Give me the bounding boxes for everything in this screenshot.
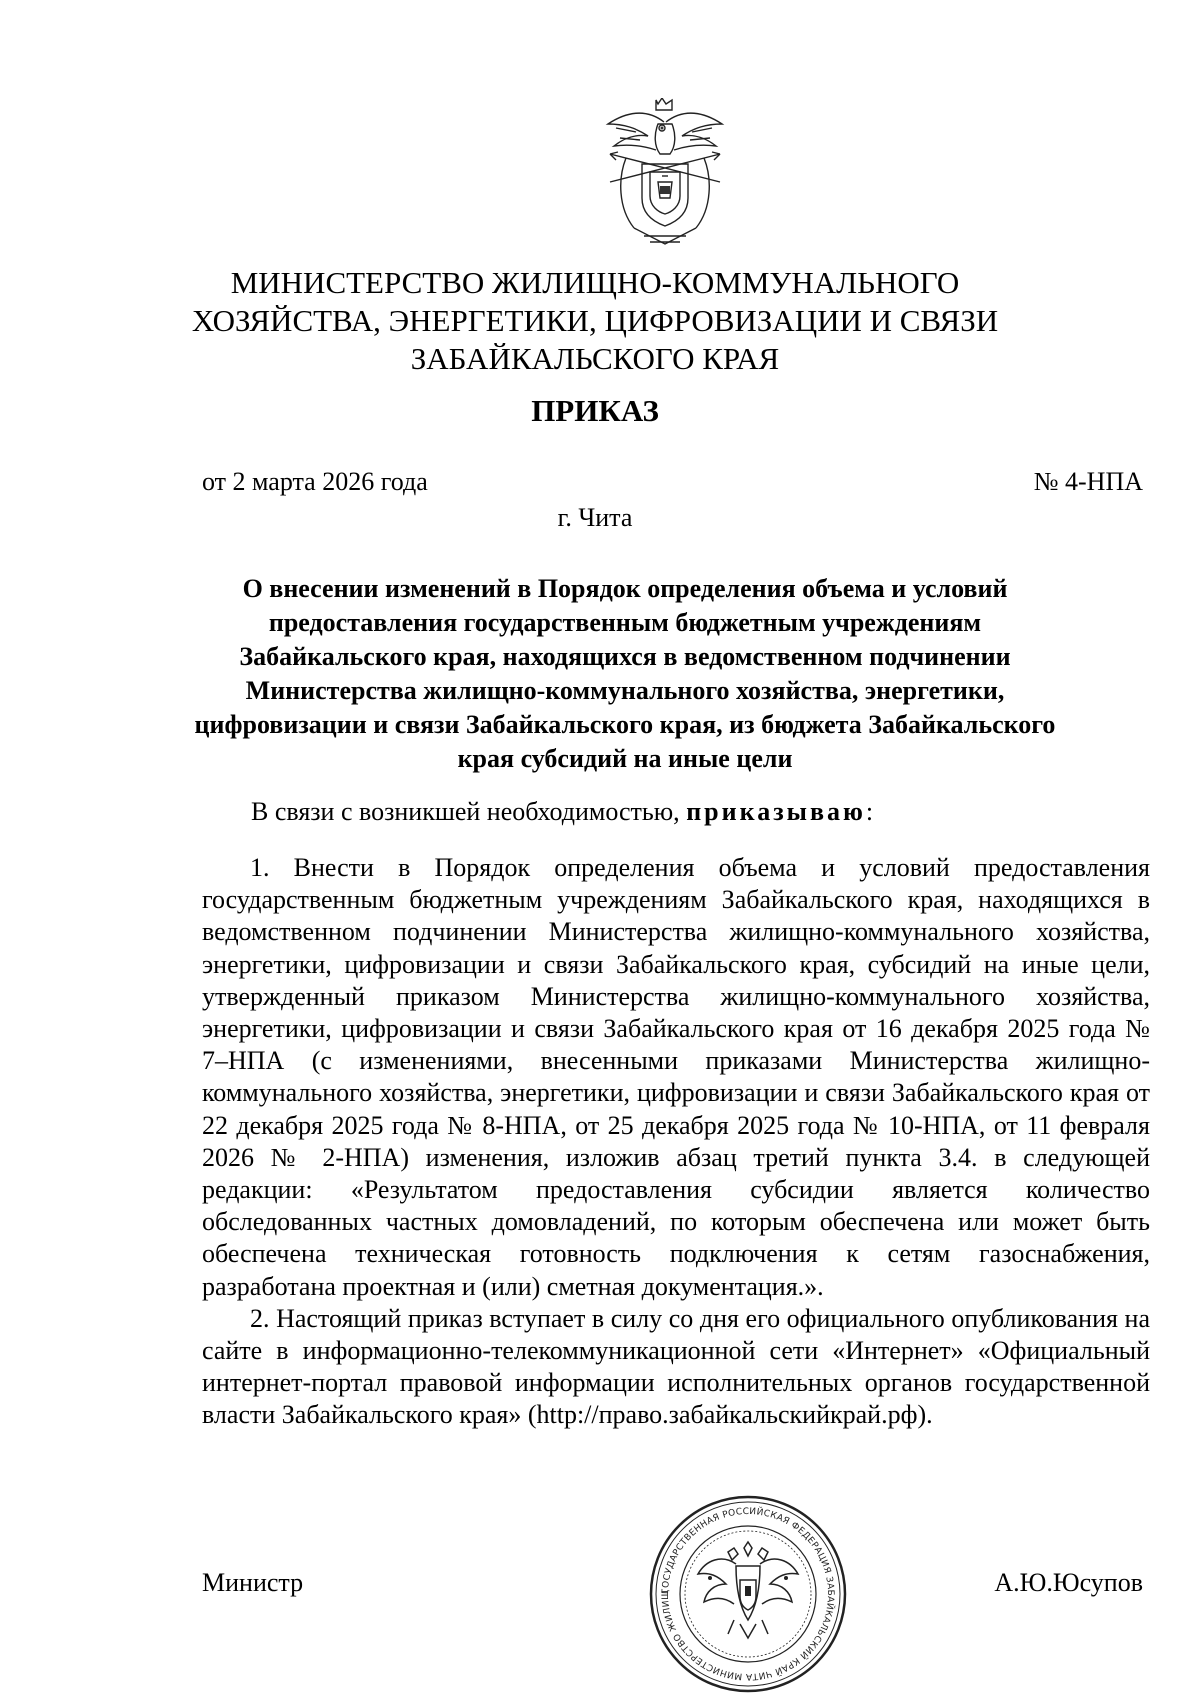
preamble-text: В связи с возникшей необходимостью, bbox=[251, 797, 687, 826]
subject-line: края субсидий на иные цели bbox=[457, 744, 793, 773]
svg-text:ГОСУДАРСТВЕННАЯ РОССИЙСКАЯ ФЕД bbox=[648, 1494, 837, 1681]
ministry-name-line: МИНИСТЕРСТВО ЖИЛИЩНО-КОММУНАЛЬНОГО bbox=[230, 265, 960, 300]
signer-position: Министр bbox=[202, 1568, 304, 1597]
subject-line: цифровизации и связи Забайкальского края, из бюджета Забайкальского bbox=[194, 710, 1056, 739]
subject-line: Забайкальского края, находящихся в ведомственном подчинении bbox=[239, 642, 1011, 671]
body-paragraph: 1. Внести в Порядок определения объема и условий предоставления государственным бюджетным учреждениям Забайкальского края, находящихся в ведомственном подчинении Министерства жилищно-коммунального хозяйства, энергетики, цифровизации и связи Забайкальского края, субсидий на иные цели, утвержденный приказом Министерства жилищно-коммунального хозяйства, энергетики, цифровизации и связи Забайкальского края от 16 декабря 2025 года № 7–НПА (с изменениями, внесенными приказами Министерства жилищно-коммунального хозяйства, энергетики, цифровизации и связи Забайкальского края от 22 декабря 2025 года № 8-НПА, от 25 декабря 2025 года № 10-НПА, от 11 февраля 2026 № 2-НПА) изменения, изложив абзац третий пункта 3.4. в следующей редакции: «Результатом предоставления субсидии является количество обследованных частных домовладений, по которым обеспечена или может быть обеспечена техническая готовность подключения к сетям газоснабжения, разработана проектная и (или) сметная документация.». bbox=[202, 853, 1150, 1301]
seal-ring-text: ГОСУДАРСТВЕННАЯ РОССИЙСКАЯ ФЕДЕРАЦИЯ ЗАБАЙКАЛЬСКИЙ КРАЙ ЧИТА МИНИСТЕРСТВО ЖИЛИЩ bbox=[660, 1506, 836, 1682]
preamble-suffix: : bbox=[865, 797, 874, 826]
document-subject bbox=[190, 572, 1060, 776]
document-type-title: ПРИКАЗ bbox=[531, 393, 659, 428]
document-body bbox=[202, 852, 1150, 1432]
signer-name: А.Ю.Юсупов bbox=[994, 1568, 1143, 1597]
document-date: от 2 марта 2026 года bbox=[202, 467, 428, 496]
ministry-name-line: ХОЗЯЙСТВА, ЭНЕРГЕТИКИ, ЦИФРОВИЗАЦИИ И СВЯЗИ bbox=[191, 303, 999, 338]
document-number: № 4-НПА bbox=[1033, 467, 1143, 496]
regional-coat-of-arms-icon bbox=[596, 98, 734, 248]
subject-line: О внесении изменений в Порядок определения объема и условий bbox=[242, 574, 1008, 603]
subject-line: предоставления государственным бюджетным учреждениям bbox=[268, 608, 982, 637]
preamble-keyword: приказываю bbox=[686, 797, 866, 826]
preamble bbox=[251, 796, 873, 828]
subject-line: Министерства жилищно-коммунального хозяйства, энергетики, bbox=[245, 676, 1005, 705]
ministry-name-line: ЗАБАЙКАЛЬСКОГО КРАЯ bbox=[410, 341, 780, 376]
document-city: г. Чита bbox=[557, 503, 633, 532]
official-round-seal-icon bbox=[648, 1494, 848, 1694]
ministry-name bbox=[150, 264, 1040, 378]
body-paragraph: 2. Настоящий приказ вступает в силу со дня его официального опубликования на сайте в информационно-телекоммуникационной сети «Интернет» «Официальный интернет-портал правовой информации исполнительных органов государственной власти Забайкальского края» (http://право.забайкальскийкрай.рф). bbox=[202, 1303, 1150, 1430]
